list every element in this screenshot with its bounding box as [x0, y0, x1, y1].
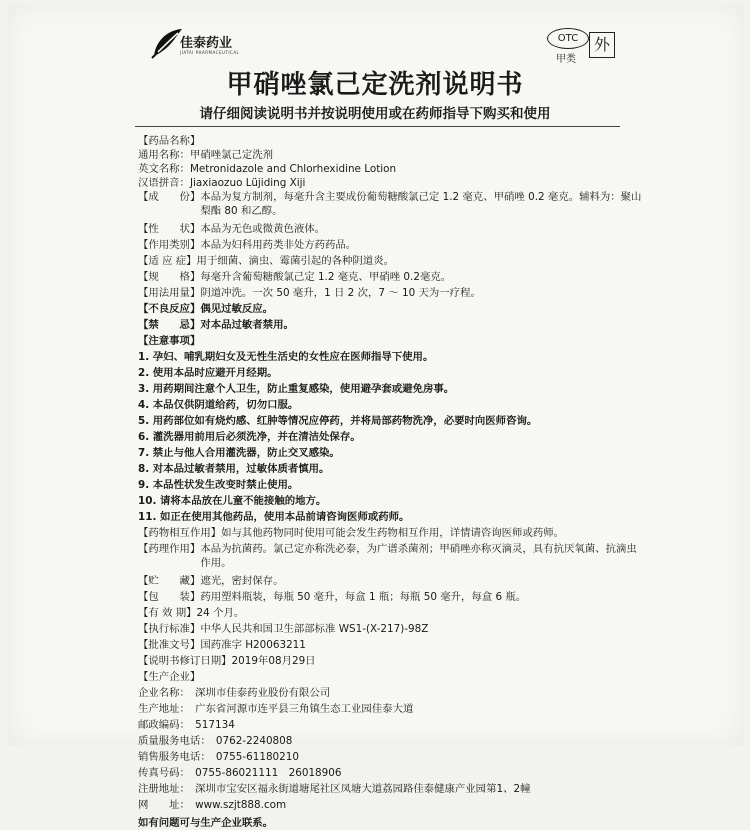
leaflet-line: 【注意事项】 — [138, 335, 201, 347]
otc-category: 甲类 — [556, 54, 576, 65]
leaflet-line: 3. 用药期间注意个人卫生，防止重复感染，使用避孕套或避免房事。 — [138, 383, 455, 395]
leaflet-line: 生产地址： 广东省河源市连平县三角镇生态工业园佳泰大道 — [138, 703, 414, 715]
leaflet-line: 邮政编码： 517134 — [138, 719, 235, 731]
leaflet-line: 【成 份】本品为复方制剂，每毫升含主要成份葡萄糖酸氯己定 1.2 毫克、甲硝唑 0.2 毫克。辅料为：聚山 — [138, 191, 642, 203]
leaflet-line: 【说明书修订日期】2019年08月29日 — [138, 655, 316, 667]
leaflet-line: 网 址： www.szjt888.com — [138, 799, 287, 811]
leaflet-line: 注册地址： 深圳市宝安区福永街道塘尾社区凤塘大道荔园路佳泰健康产业园第1、2幢 — [138, 783, 531, 795]
leaf-logo-icon — [150, 26, 184, 60]
leaflet-line: 【性 状】本品为无色或微黄色液体。 — [138, 223, 326, 235]
logo-name: 佳泰药业 — [180, 36, 233, 51]
leaflet-line: 【药理作用】本品为抗菌药。氯己定亦称洗必泰，为广谱杀菌剂；甲硝唑亦称灭滴灵，具有抗厌氧菌、抗滴虫 — [138, 543, 637, 555]
leaflet-line: 传真号码： 0755-86021111 26018906 — [138, 767, 342, 779]
leaflet-line: 【有 效 期】24 个月。 — [138, 607, 245, 619]
title-divider — [135, 126, 620, 127]
leaflet-line: 梨酯 80 和乙醇。 — [138, 205, 283, 217]
leaflet-line: 4. 本品仅供阴道给药，切勿口服。 — [138, 399, 299, 411]
leaflet-line: 【生产企业】 — [138, 671, 201, 683]
leaflet-line: 销售服务电话： 0755-61180210 — [138, 751, 300, 763]
leaflet-line: 【贮 藏】遮光，密封保存。 — [138, 575, 284, 587]
page-subtitle: 请仔细阅读说明书并按说明使用或在药师指导下购买和使用 — [199, 106, 551, 122]
leaflet-line: 【作用类别】本品为妇科用药类非处方药药品。 — [138, 239, 357, 251]
leaflet-line: 【药品名称】 — [138, 135, 201, 147]
leaflet-line: 9. 本品性状发生改变时禁止使用。 — [138, 479, 299, 491]
leaflet-line: 通用名称：甲硝唑氯己定洗剂 — [138, 149, 274, 161]
leaflet-line: 2. 使用本品时应避开月经期。 — [138, 367, 278, 379]
company-logo — [150, 26, 240, 60]
leaflet-line: 7. 禁止与他人合用灌洗器，防止交叉感染。 — [138, 447, 340, 459]
leaflet-line: 5. 用药部位如有烧灼感、红肿等情况应停药，并将局部药物洗净，必要时向医师咨询。 — [138, 415, 538, 427]
leaflet-line: 【规 格】每毫升含葡萄糖酸氯己定 1.2 毫克、甲硝唑 0.2毫克。 — [138, 271, 452, 283]
leaflet-line: 【包 装】药用塑料瓶装，每瓶 50 毫升，每盒 1 瓶；每瓶 50 毫升，每盒 6 瓶。 — [138, 591, 527, 603]
page-title: 甲硝唑氯己定洗剂说明书 — [226, 70, 524, 100]
logo-subtext: JIATAI PHARMACEUTICAL — [180, 50, 240, 55]
leaflet-line: 【执行标准】中华人民共和国卫生部部标准 WS1-(X-217)-98Z — [138, 623, 429, 635]
leaflet-line: 8. 对本品过敏者禁用，过敏体质者慎用。 — [138, 463, 330, 475]
leaflet-line: 英文名称：Metronidazole and Chlorhexidine Lotion — [138, 163, 397, 175]
leaflet-line: 6. 灌洗器用前用后必须洗净，并在清洁处保存。 — [138, 431, 361, 443]
leaflet-line: 【批准文号】国药准字 H20063211 — [138, 639, 306, 651]
leaflet-line: 【适 应 症】用于细菌、滴虫、霉菌引起的各种阴道炎。 — [138, 255, 394, 267]
leaflet-line: 质量服务电话： 0762-2240808 — [138, 735, 293, 747]
leaflet-line: 汉语拼音：Jiaxiaozuo Lüjiding Xiji — [138, 177, 306, 189]
external-use-mark: 外 — [589, 32, 615, 58]
leaflet-line: 1. 孕妇、哺乳期妇女及无性生活史的女性应在医师指导下使用。 — [138, 351, 434, 363]
leaflet-line: 企业名称： 深圳市佳泰药业股份有限公司 — [138, 687, 331, 699]
leaflet-line: 作用。 — [138, 557, 232, 569]
leaflet-line: 如有问题可与生产企业联系。 — [138, 817, 274, 829]
otc-badge: OTC — [547, 28, 589, 49]
leaflet-line: 10. 请将本品放在儿童不能接触的地方。 — [138, 495, 327, 507]
leaflet-line: 11. 如正在使用其他药品，使用本品前请咨询医师或药师。 — [138, 511, 410, 523]
leaflet-line: 【不良反应】偶见过敏反应。 — [138, 303, 274, 315]
leaflet-line: 【药物相互作用】如与其他药物同时使用可能会发生药物相互作用，详情请咨询医师或药师。 — [138, 527, 565, 539]
leaflet-line: 【用法用量】阴道冲洗。一次 50 毫升，1 日 2 次，7 ～ 10 天为一疗程。 — [138, 287, 481, 299]
leaflet-line: 【禁 忌】对本品过敏者禁用。 — [138, 319, 294, 331]
